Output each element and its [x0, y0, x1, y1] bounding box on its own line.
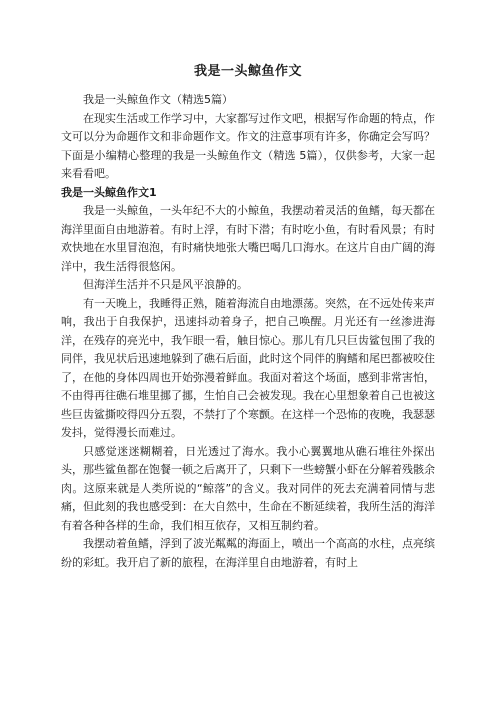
body-paragraph: 但海洋生活并不只是风平浪静的。 [83, 278, 248, 291]
body-paragraph: 我摆动着鱼鳍，浮到了波光粼粼的海面上，喷出一个高高的水柱，点亮缤纷的彩虹。我开启了新的旅程，在海洋里自由地游着，有时上 [61, 537, 435, 569]
document-title: 我是一头鲸鱼作文 [193, 64, 302, 79]
intro-subtitle: 我是一头鲸鱼作文（精选5篇） [83, 93, 233, 106]
intro-paragraph: 在现实生活或工作学习中，大家都写过作文吧，根据写作命题的特点，作文可以分为命题作文和非命题作文。作文的注意事项有许多，你确定会写吗？下面是小编精心整理的我是一头鲸鱼作文（精选 5篇），仅供参考，大家一起来看看吧。 [61, 111, 435, 180]
section-heading: 我是一头鲸鱼作文1 [61, 185, 157, 199]
body-paragraph: 只感觉迷迷糊糊着，日光透过了海水。我小心翼翼地从礁石堆往外探出头，那些鲨鱼都在饱餐一顿之后离开了，只剩下一些螃蟹小虾在分解着残骸余肉。这原来就是人类所说的“鲸落”的含义。我对同伴的死去充满着同情与悲痛，但此刻的我也感受到：在大自然中，生命在不断延续着，我所生活的海洋有着各种各样的生命，我们相互依存，又相互制约着。 [61, 444, 435, 532]
body-paragraph: 我是一头鲸鱼，一头年纪不大的小鲸鱼，我摆动着灵活的鱼鳍，每天都在海洋里面自由地游着。有时上浮，有时下潜；有时吃小鱼，有时看风景；有时欢快地在水里冒泡泡，有时痛快地张大嘴巴喝几口海水。在这片自由广阔的海洋中，我生活得很悠闲。 [61, 204, 435, 273]
document-body [61, 91, 435, 572]
body-paragraph: 有一天晚上，我睡得正熟，随着海流自由地漂荡。突然，在不远处传来声响，我出于自我保护，迅速抖动着身子，把自己唤醒。月光还有一丝渗进海洋，在残存的亮光中，我乍眼一看，触目惊心。那儿有几只巨齿鲨包围了我的同伴，我见状后迅速地躲到了礁石后面，此时这个同伴的胸鳍和尾巴都被咬住了，在他的身体四周也开始弥漫着鲜血。我面对着这个场面，感到非常害怕，不由得再往礁石堆里挪了挪，生怕自己会被发现。我在心里想象着自己也被这些巨齿鲨撕咬得四分五裂，不禁打了个寒颤。在这样一个恐怖的夜晚，我瑟瑟发抖，觉得漫长而难过。 [61, 296, 435, 439]
